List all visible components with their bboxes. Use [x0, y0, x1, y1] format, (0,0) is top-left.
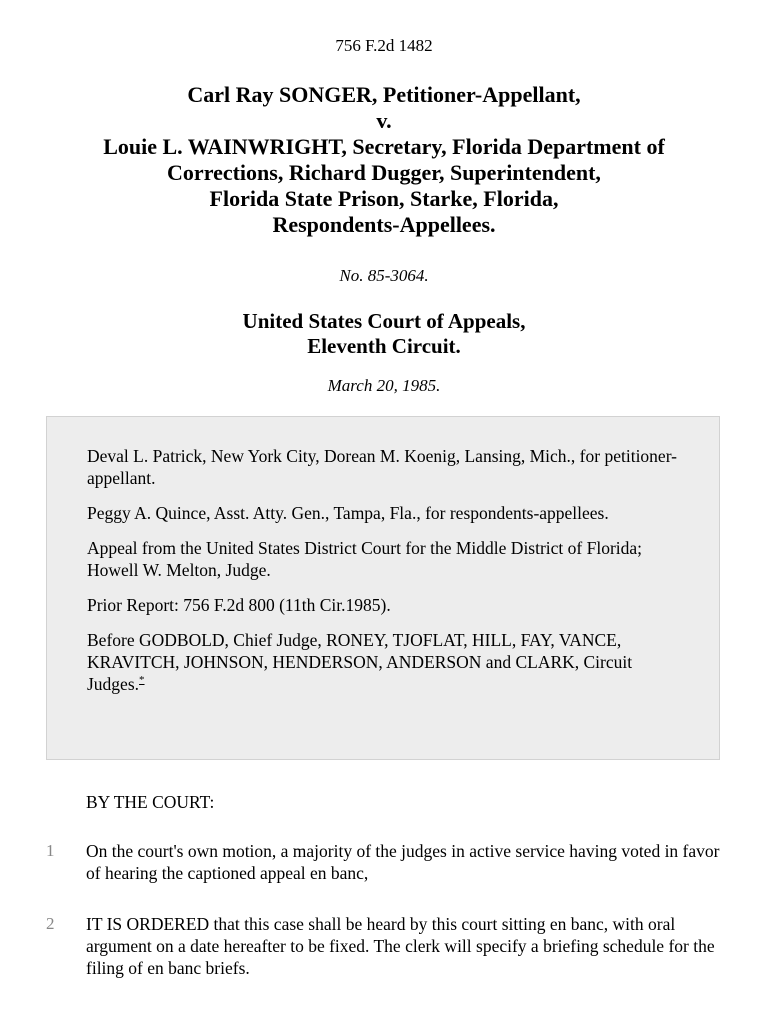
docket-number: No. 85-3064.	[339, 266, 429, 285]
counsel-petitioner: Deval L. Patrick, New York City, Dorean M. Koenig, Lansing, Mich., for petitioner-appellant.	[87, 446, 678, 488]
court-name-line-2: Eleventh Circuit.	[307, 334, 461, 358]
case-caption	[40, 82, 728, 238]
case-citation: 756 F.2d 1482	[335, 36, 433, 55]
headnote-box	[46, 416, 720, 760]
prior-report: Prior Report: 756 F.2d 800 (11th Cir.1985).	[87, 595, 391, 615]
panel-judges	[87, 629, 689, 695]
appeal-from: Appeal from the United States District Court for the Middle District of Florida; Howell W. Melton, Judge.	[87, 538, 643, 580]
court-name	[0, 309, 768, 359]
paragraph-text: IT IS ORDERED that this case shall be heard by this court sitting en banc, with oral argument on a date hereafter to be fixed. The clerk will specify a briefing schedule for the filing of en banc briefs.	[86, 914, 715, 978]
caption-line-respondent-3: Florida State Prison, Starke, Florida,	[209, 186, 559, 211]
caption-line-respondent-4: Respondents-Appellees.	[272, 212, 496, 237]
caption-line-versus: v.	[376, 108, 392, 133]
paragraph-number: 1	[46, 841, 55, 860]
by-the-court-heading: BY THE COURT:	[86, 792, 215, 812]
panel-judges-text: Before GODBOLD, Chief Judge, RONEY, TJOFLAT, HILL, FAY, VANCE, KRAVITCH, JOHNSON, HENDERSON, ANDERSON and CLARK, Circuit Judges.	[87, 630, 633, 694]
court-name-line-1: United States Court of Appeals,	[242, 309, 526, 333]
paragraph-number: 2	[46, 914, 55, 933]
caption-line-respondent-2: Corrections, Richard Dugger, Superintendent,	[167, 160, 601, 185]
footnote-link[interactable]: *	[139, 674, 145, 687]
caption-line-respondent-1: Louie L. WAINWRIGHT, Secretary, Florida Department of	[103, 134, 665, 159]
decision-date: March 20, 1985.	[327, 376, 441, 395]
paragraph-text: On the court's own motion, a majority of the judges in active service having voted in favor of hearing the captioned appeal en banc,	[86, 841, 720, 883]
counsel-respondents: Peggy A. Quince, Asst. Atty. Gen., Tampa, Fla., for respondents-appellees.	[87, 503, 609, 523]
caption-line-petitioner: Carl Ray SONGER, Petitioner-Appellant,	[187, 82, 581, 107]
